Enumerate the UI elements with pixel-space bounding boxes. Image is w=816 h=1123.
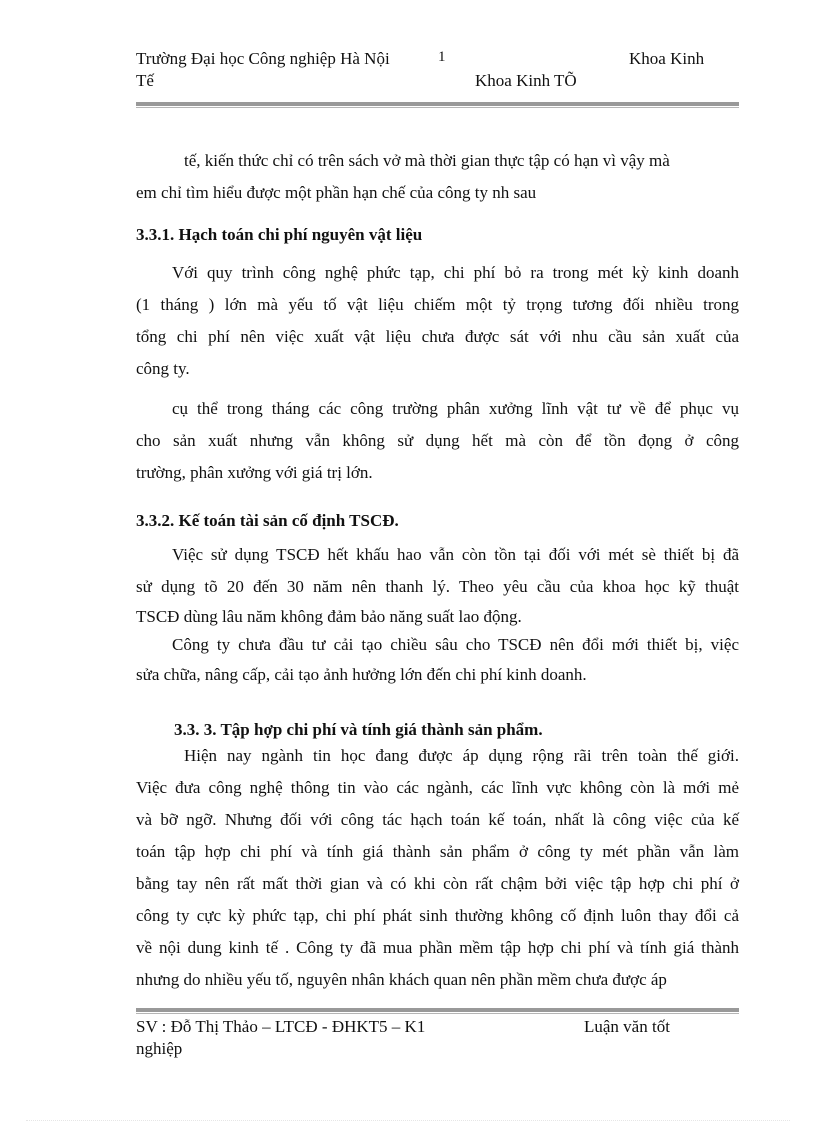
text-line: sử dụng tõ 20 đến 30 năm nên thanh lý. Theo yêu cầu của khoa học kỹ thuật	[136, 577, 739, 596]
section-heading-3-3-1: 3.3.1. Hạch toán chi phí nguyên vật liệu	[136, 225, 423, 244]
section-heading-3-3-2: 3.3.2. Kế toán tài sản cố định TSCĐ.	[136, 511, 399, 530]
text-line: nhưng do nhiều yếu tố, nguyên nhân khách quan nên phần mềm chưa được áp	[136, 970, 667, 989]
text-line: cho sản xuất nhưng vẫn không sử dụng hết mà còn để tồn đọng ở công	[136, 431, 739, 450]
text-line: tế, kiến thức chỉ có trên sách vở mà thời gian thực tập có hạn vì vậy mà	[184, 151, 670, 170]
section-heading-3-3-3: 3.3. 3. Tập hợp chi phí và tính giá thành sản phẩm.	[174, 720, 543, 739]
text-line: Việc sử dụng TSCĐ hết khấu hao vẫn còn tồn tại đối với mét sè thiết bị đã	[172, 545, 739, 564]
page-header	[136, 48, 740, 96]
text-line: em chỉ tìm hiểu được một phần hạn chế của công ty nh sau	[136, 183, 537, 202]
header-rule	[136, 102, 739, 108]
text-line: Việc đưa công nghệ thông tin vào các ngành, các lĩnh vực không còn là mới mẻ	[136, 778, 739, 797]
footer-rule	[136, 1008, 739, 1014]
text-line: và bỡ ngỡ. Nhưng đối với công tác hạch toán kế toán, nhất là công việc của kế	[136, 810, 739, 829]
text-line: cụ thể trong tháng các công trường phân xưởng lĩnh vật tư về để phục vụ	[172, 399, 739, 418]
text-line: tổng chi phí nên việc xuất vật liệu chưa được sát với nhu cầu sản xuất của	[136, 327, 739, 346]
header-school-name: Trường Đại học Công nghiệp Hà Nội	[136, 49, 390, 68]
text-line: trường, phân xưởng với giá trị lớn.	[136, 463, 373, 482]
text-line: công ty.	[136, 359, 190, 378]
page-footer	[136, 1016, 740, 1064]
page-bottom-dotted-line	[26, 1120, 790, 1121]
header-department: Khoa Kinh	[629, 49, 705, 68]
footer-student-info: SV : Đỗ Thị Thảo – LTCĐ - ĐHKT5 – K1	[136, 1017, 426, 1036]
text-line: (1 tháng ) lớn mà yếu tố vật liệu chiếm một tỷ trọng tương đối nhiều trong	[136, 295, 739, 314]
text-line: Với quy trình công nghệ phức tạp, chi phí bỏ ra trong mét kỳ kinh doanh	[172, 263, 739, 282]
text-line: Hiện nay ngành tin học đang được áp dụng rộng rãi trên toàn thế giới.	[184, 746, 739, 765]
footer-thesis-label: Luận văn tốt	[584, 1017, 670, 1036]
text-line: bằng tay nên rất mất thời gian và có khi còn rất chậm bởi việc tập hợp chi phí ở	[136, 874, 739, 893]
text-line: toán tập hợp chi phí và tính giá thành sản phẩm ở công ty mét phần vẫn làm	[136, 842, 739, 861]
text-line: sửa chữa, nâng cấp, cải tạo ảnh hưởng lớn đến chi phí kinh doanh.	[136, 665, 587, 684]
header-department-alt: Khoa Kinh TÕ	[475, 71, 577, 90]
header-page-number: 1	[438, 49, 446, 65]
text-line: về nội dung kinh tế . Công ty đã mua phần mềm tập hợp chi phí và tính giá thành	[136, 938, 739, 957]
text-line: công ty cực kỳ phức tạp, chi phí phát sinh thường không cố định luôn thay đổi cả	[136, 906, 739, 925]
footer-thesis-wrap: nghiệp	[136, 1039, 183, 1058]
text-line: TSCĐ dùng lâu năm không đảm bảo năng suất lao động.	[136, 607, 522, 626]
header-department-wrap: Tế	[136, 71, 154, 90]
text-line: Công ty chưa đầu tư cải tạo chiều sâu cho TSCĐ nên đổi mới thiết bị, việc	[172, 635, 739, 654]
